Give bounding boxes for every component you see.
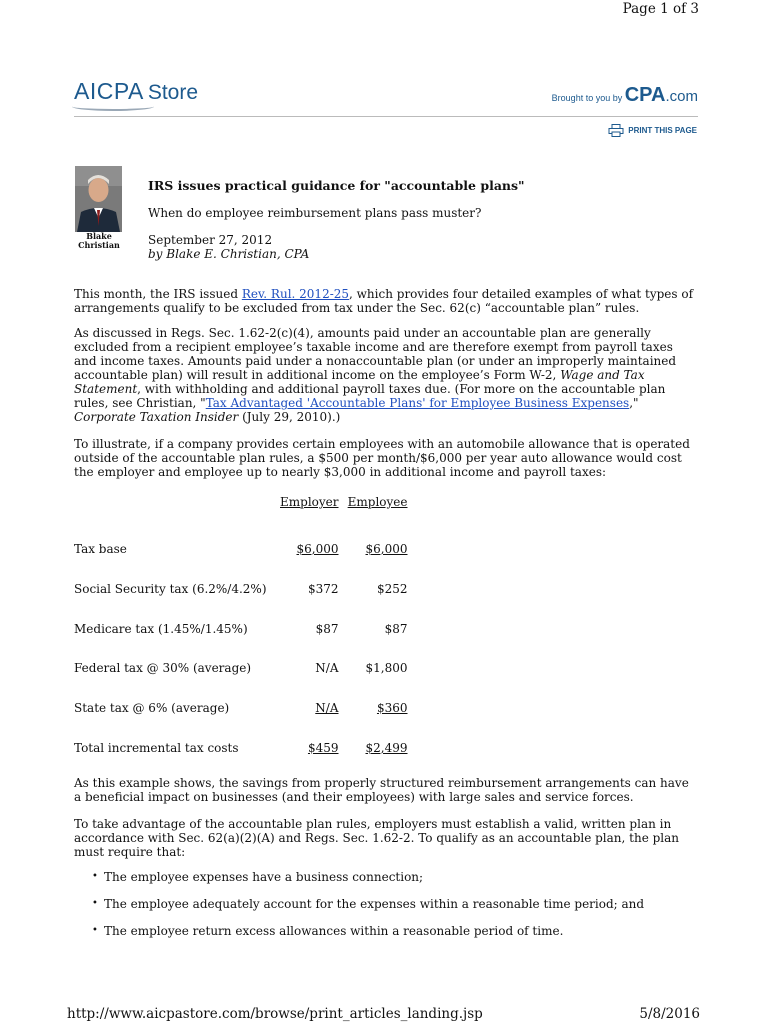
logo-aicpa-text: AICPA <box>74 78 144 104</box>
employer-value: $372 <box>307 581 339 596</box>
article-body <box>74 287 698 479</box>
p2-form-title: Wage and Tax Statement <box>74 368 645 396</box>
paragraph-5: To take advantage of the accountable plan rules, employers must establish a valid, written plan in accordance with Sec. 62(a)(2)(A) and Regs. Sec. 1.62-2. To qualify as an accountable plan, the plan must require that: <box>74 817 680 859</box>
table-row <box>74 701 408 741</box>
employee-value: $87 <box>384 621 408 636</box>
row-label: Medicare tax (1.45%/1.45%) <box>74 621 248 636</box>
paragraph-3: To illustrate, if a company provides certain employees with an automobile allowance that is operated outside of the accountable plan rules, a $500 per month/$6,000 per year auto allowance would cost the employer and employee up to nearly $3,000 in additional income and payroll taxes: <box>74 437 690 479</box>
logo-store-text: Store <box>147 81 199 104</box>
row-label: Social Security tax (6.2%/4.2%) <box>74 581 267 596</box>
page-indicator: Page 1 of 3 <box>622 1 699 17</box>
requirements-list <box>74 870 698 951</box>
list-item: • The employee adequately account for the expenses within a reasonable time period; and <box>104 897 698 924</box>
p2-text-start: As discussed in Regs. Sec. 1.62-2(c)(4), amounts paid under an accountable plan are generally excluded from a recipient employee’s taxable income and are therefore exempt from payroll taxes and income taxes. Amounts paid under a nonaccountable plan (or under an improperly maintained accountable plan) will result in additional income on the employee’s Form W-2, <box>74 326 677 382</box>
print-this-page-button[interactable] <box>608 124 697 137</box>
employer-value: $459 <box>307 740 339 755</box>
paragraph-1 <box>74 287 698 315</box>
table-header-row <box>74 495 408 542</box>
article-title: IRS issues practical guidance for "accountable plans" <box>148 178 525 193</box>
employee-value: $360 <box>376 701 408 716</box>
cpa-logo-text: CPA <box>624 84 666 106</box>
rev-rul-link[interactable]: Rev. Rul. 2012-25 <box>241 287 350 301</box>
logo-swoosh <box>72 102 154 111</box>
employer-value: N/A <box>315 661 339 676</box>
cpa-logo-suffix: .com <box>665 88 698 105</box>
author-caption <box>70 232 128 250</box>
list-item: • The employee expenses have a business connection; <box>104 870 698 897</box>
header-divider <box>74 116 698 117</box>
aicpa-store-logo[interactable] <box>74 78 198 105</box>
accountable-plans-article-link[interactable]: Tax Advantaged 'Accountable Plans' for Employee Business Expenses <box>205 396 630 410</box>
p1-text-start: This month, the IRS issued <box>74 287 242 301</box>
cpa-brought-by[interactable] <box>552 84 698 107</box>
table-row <box>74 661 408 701</box>
employee-value: $2,499 <box>365 740 408 755</box>
p2-text-end: (July 29, 2010).) <box>238 410 341 424</box>
footer-date: 5/8/2016 <box>639 1006 700 1022</box>
p2-text-mid: , with withholding and additional payroll taxes due. (For more on the accountable plan rules, see Christian, " <box>74 382 666 410</box>
col-employer: Employer <box>280 495 339 509</box>
article-subtitle: When do employee reimbursement plans pass muster? <box>148 206 482 220</box>
row-label: Tax base <box>74 542 127 556</box>
table-row <box>74 741 408 781</box>
employer-value: $6,000 <box>296 542 339 556</box>
row-label: Total incremental tax costs <box>74 740 239 755</box>
p2-publication: Corporate Taxation Insider <box>74 410 239 424</box>
p2-text-mid2: ," <box>629 396 639 410</box>
brought-to-you-by-text: Brought to you by <box>551 93 623 103</box>
employer-value: N/A <box>315 701 339 716</box>
footer-url: http://www.aicpastore.com/browse/print_articles_landing.jsp <box>67 1006 483 1022</box>
article-body-continued <box>74 776 698 951</box>
article-date: September 27, 2012 <box>148 233 273 247</box>
author-caption-last: Christian <box>78 240 120 250</box>
tax-cost-table <box>74 495 408 781</box>
author-caption-first: Blake <box>86 231 112 241</box>
print-label: PRINT THIS PAGE <box>628 126 697 135</box>
col-employee: Employee <box>347 495 408 509</box>
row-label: Federal tax @ 30% (average) <box>74 661 252 676</box>
p1-text-end: , which provides four detailed examples of what types of arrangements qualify to be excluded from tax under the Sec. 62(c) “accountable plan” rules. <box>74 287 694 315</box>
paragraph-2 <box>74 326 698 424</box>
employee-value: $6,000 <box>365 542 408 556</box>
table-row <box>74 542 408 582</box>
article-byline: by Blake E. Christian, CPA <box>148 247 310 261</box>
printer-icon <box>608 124 624 137</box>
employer-value: $87 <box>315 621 339 636</box>
table-row <box>74 582 408 622</box>
employee-value: $1,800 <box>365 661 408 676</box>
list-item: • The employee return excess allowances within a reasonable period of time. <box>104 924 698 951</box>
paragraph-4: As this example shows, the savings from properly structured reimbursement arrangements can have a beneficial impact on businesses (and their employees) with large sales and service forces. <box>74 776 689 804</box>
table-row <box>74 622 408 662</box>
row-label: State tax @ 6% (average) <box>74 701 230 716</box>
author-photo <box>75 166 122 232</box>
employee-value: $252 <box>376 581 408 596</box>
